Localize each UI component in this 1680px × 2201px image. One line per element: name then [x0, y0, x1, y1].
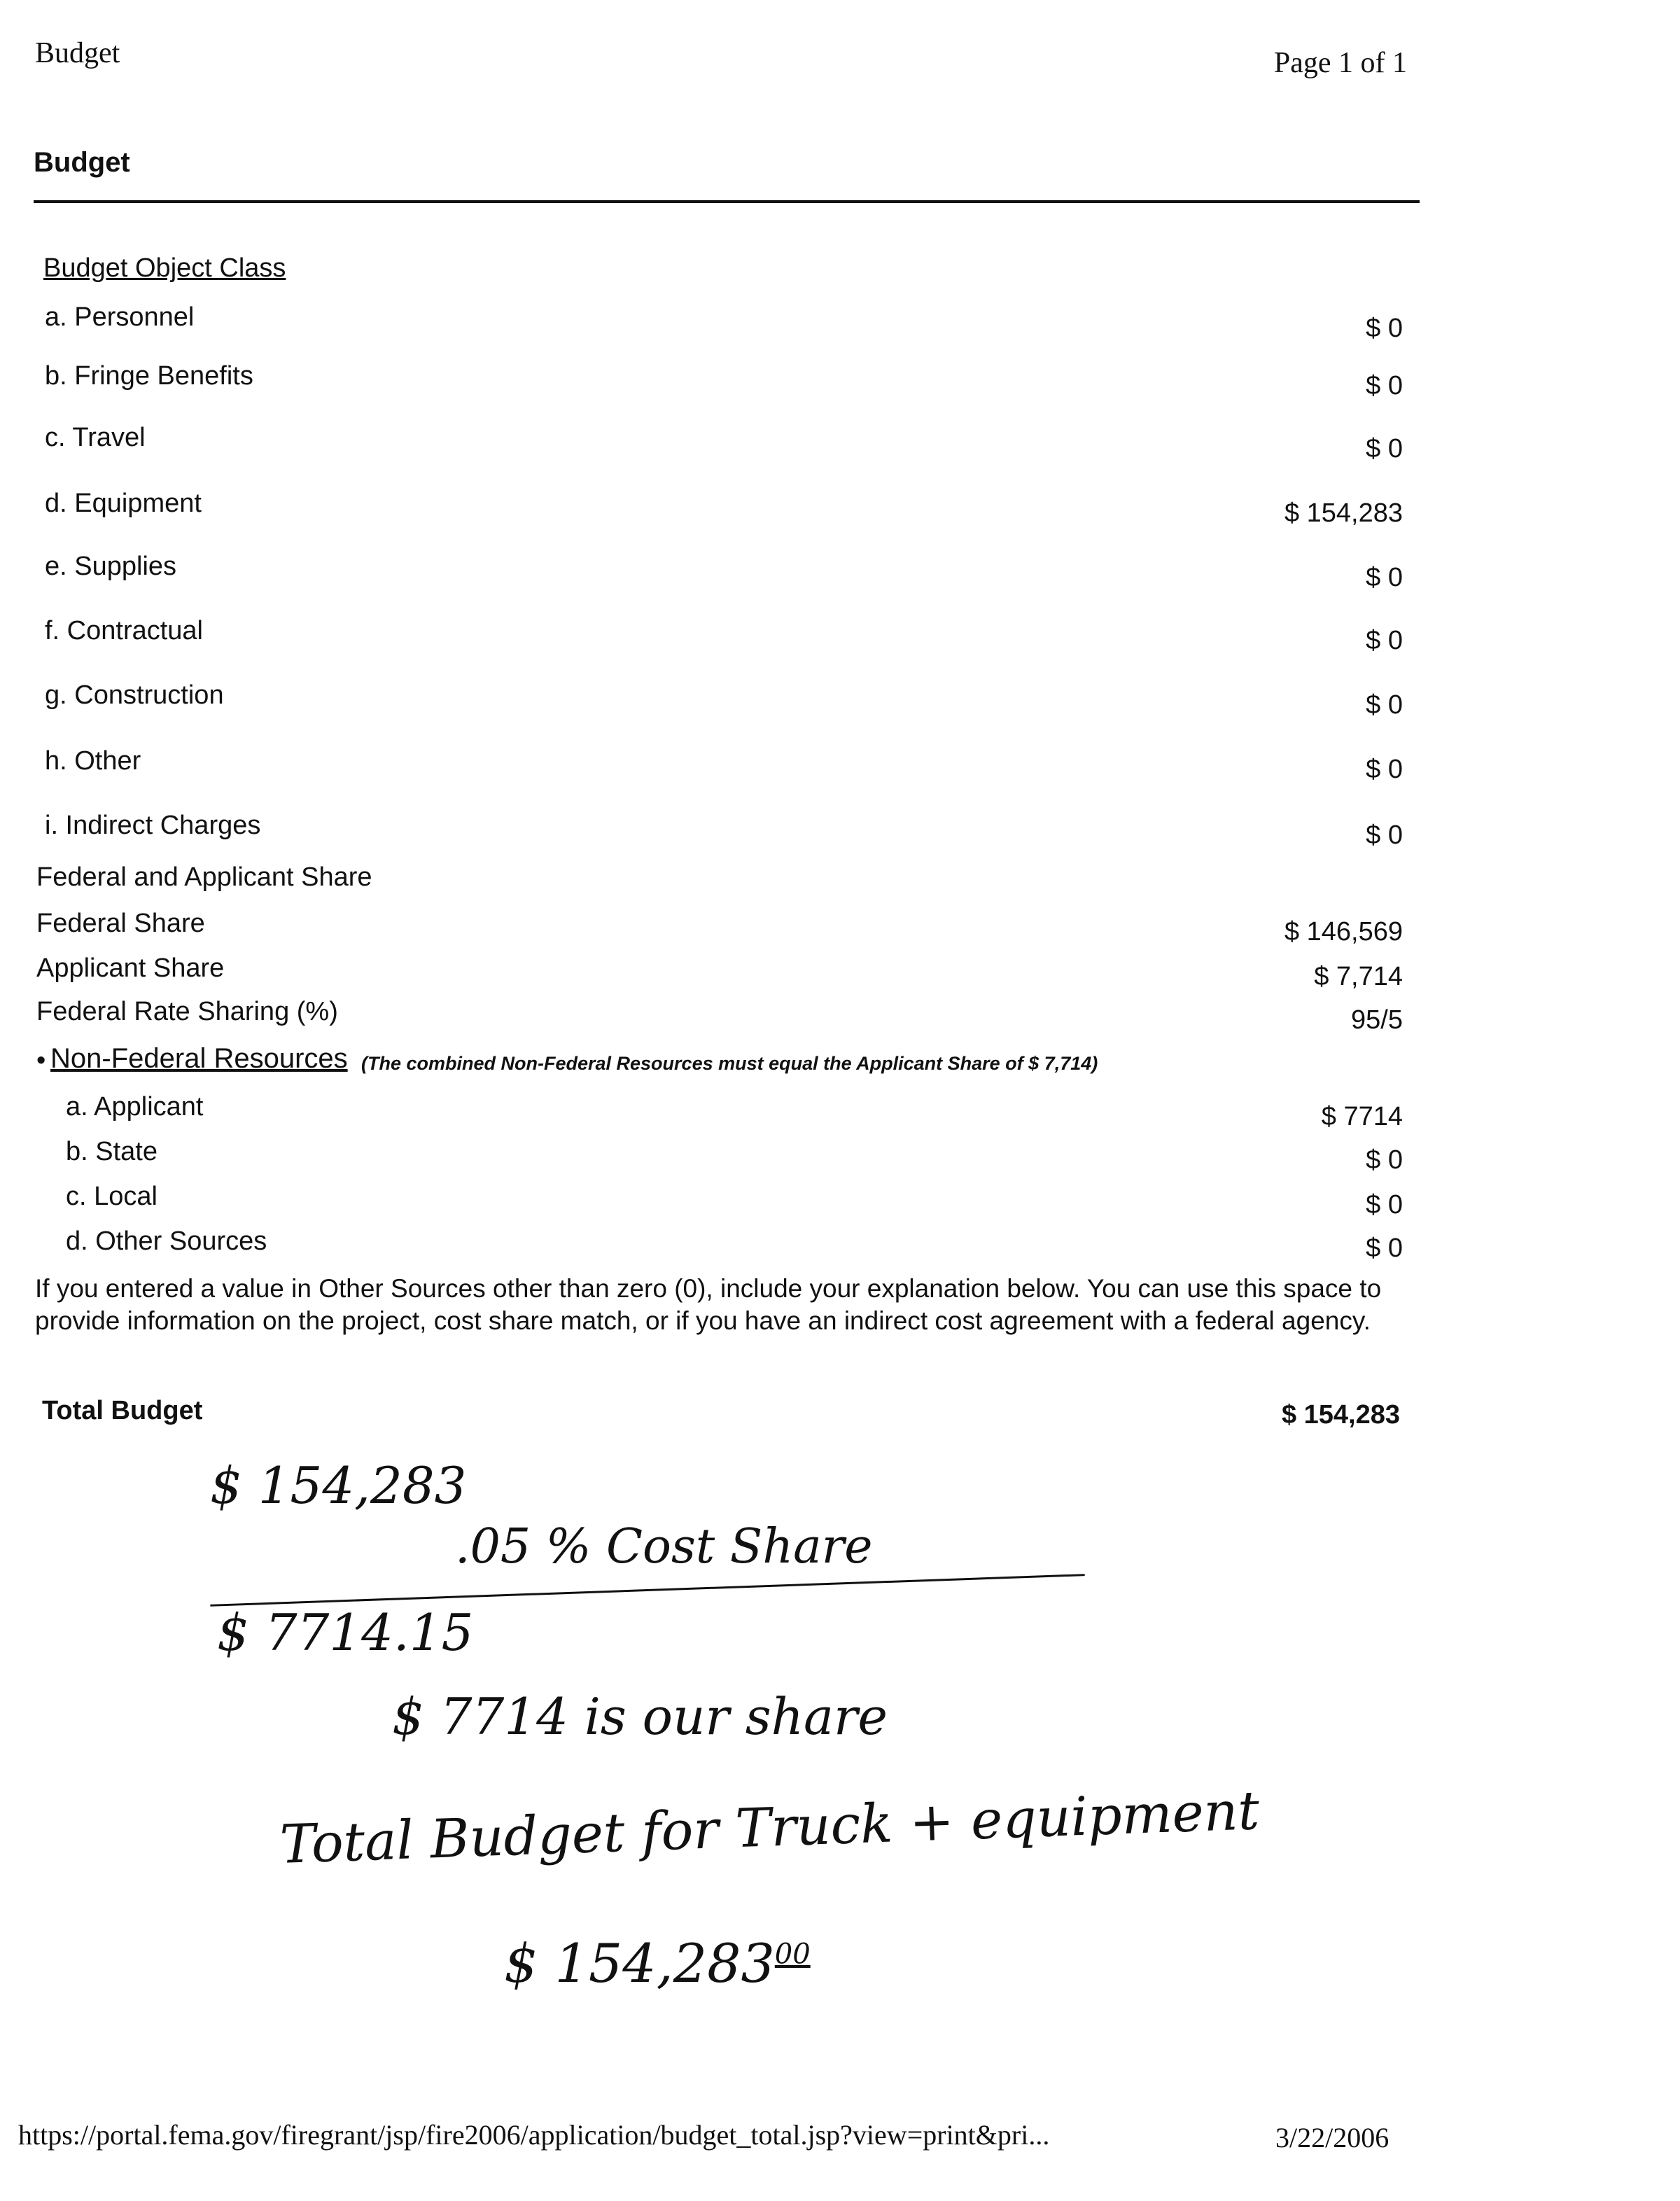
handwritten-cost-share: .05 % Cost Share: [455, 1519, 873, 1574]
row-label: Applicant Share: [36, 953, 225, 983]
row-label: i. Indirect Charges: [45, 811, 261, 840]
nonfederal-bullet: •: [36, 1046, 46, 1075]
row-value: $ 0: [1366, 563, 1403, 592]
object-class-title: Budget Object Class: [43, 253, 286, 283]
row-label: b. State: [66, 1137, 158, 1166]
row-label: f. Contractual: [45, 616, 203, 645]
row-label: Federal Rate Sharing (%): [36, 997, 338, 1026]
row-label: g. Construction: [45, 680, 224, 710]
row-value: $ 0: [1366, 1190, 1403, 1220]
row-value: $ 0: [1366, 626, 1403, 655]
section-title: Budget: [34, 147, 130, 178]
row-label: b. Fringe Benefits: [45, 361, 253, 391]
row-value: $ 0: [1366, 820, 1403, 850]
handwritten-calculation: $ 7714.15: [217, 1603, 474, 1662]
row-value: $ 0: [1366, 314, 1403, 343]
row-label: a. Personnel: [45, 302, 195, 332]
page-number: Page 1 of 1: [1273, 47, 1407, 79]
handwritten-underline: [210, 1574, 1084, 1607]
row-label: d. Equipment: [45, 489, 202, 518]
row-value: $ 7714: [1321, 1102, 1403, 1131]
handwritten-amount: $ 154,283: [210, 1456, 467, 1515]
row-value: $ 0: [1366, 690, 1403, 720]
nonfederal-title: Non-Federal Resources: [50, 1043, 348, 1074]
header-title: Budget: [35, 37, 120, 69]
row-value: $ 0: [1366, 1234, 1403, 1263]
row-value: 95/5: [1351, 1005, 1403, 1035]
row-label: c. Travel: [45, 423, 146, 452]
row-label: d. Other Sources: [66, 1227, 267, 1256]
handwritten-cents: 00: [774, 1938, 811, 1971]
row-value: $ 146,569: [1284, 917, 1403, 946]
handwritten-our-share: $ 7714 is our share: [392, 1687, 888, 1746]
share-title: Federal and Applicant Share: [36, 862, 372, 892]
row-value: $ 154,283: [1284, 498, 1403, 528]
row-value: $ 0: [1366, 434, 1403, 463]
footer-date: 3/22/2006: [1275, 2122, 1390, 2153]
nonfederal-note: (The combined Non-Federal Resources must equal the Applicant Share of $ 7,714): [361, 1053, 1098, 1074]
section-divider: [34, 200, 1420, 203]
row-value: $ 0: [1366, 755, 1403, 784]
handwritten-total-amount-value: $ 154,283: [504, 1932, 775, 1994]
row-value: $ 7,714: [1314, 962, 1403, 991]
explanation-text: If you entered a value in Other Sources other than zero (0), include your explanation below. You can use this space to provide information on the project, cost share match, or if you have an indirect cost agreement with a federal agency.: [35, 1274, 1382, 1335]
row-value: $ 0: [1366, 371, 1403, 400]
footer-url: https://portal.fema.gov/firegrant/jsp/fire2006/application/budget_total.jsp?view=print&pri...: [18, 2119, 1050, 2151]
row-label: e. Supplies: [45, 552, 177, 581]
row-label: Federal Share: [36, 909, 205, 938]
handwritten-total-budget: Total Budget for Truck + equipment: [279, 1779, 1261, 1875]
row-label: c. Local: [66, 1182, 158, 1211]
row-label: h. Other: [45, 746, 141, 776]
row-label: a. Applicant: [66, 1092, 204, 1122]
total-value: $ 154,283: [1281, 1400, 1400, 1430]
handwritten-total-amount: [504, 1932, 811, 1994]
total-label: Total Budget: [42, 1396, 203, 1425]
row-value: $ 0: [1366, 1145, 1403, 1175]
